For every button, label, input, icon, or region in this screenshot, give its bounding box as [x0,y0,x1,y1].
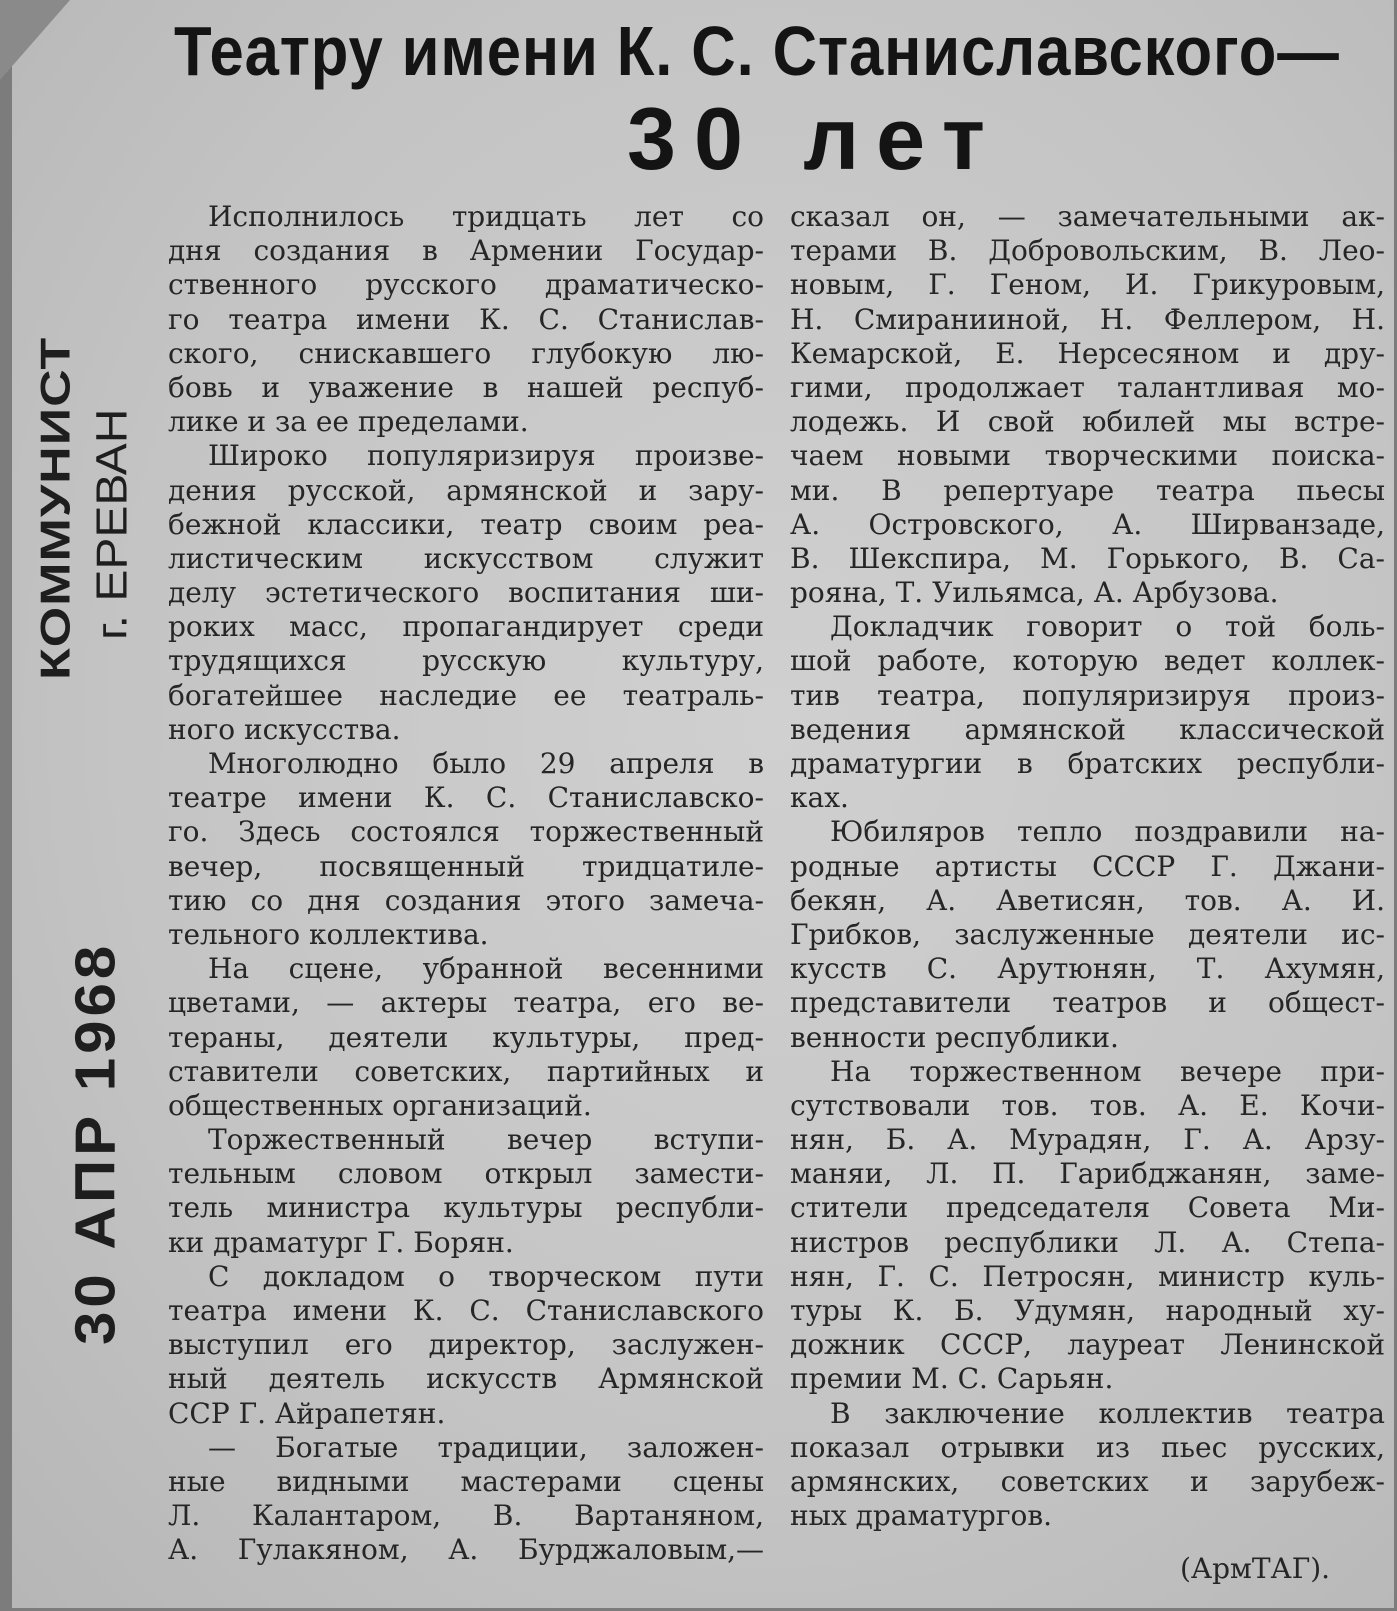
article-line: Многолюдно было 29 апреля в [208,747,764,780]
article-line: листическим искусством служит [168,541,764,575]
article-line: го театра имени К. С. Станислав- [168,302,764,336]
article-line: туры К. Б. Удумян, народный ху- [790,1294,1385,1327]
article-line: Торжественный вечер вступи- [208,1123,764,1157]
article-line: представители театров и общест- [790,986,1385,1020]
article-line: Грибков, заслуженные деятели ис- [790,917,1385,951]
article-line: ССР Г. Айрапетян. [168,1396,446,1430]
article-line: армянских, советских и зарубеж- [790,1464,1385,1498]
article-line: ставители советских, партийных и [168,1054,764,1088]
article-line: гими, продолжает талантливая мо- [790,370,1385,404]
article-line: тельным словом открыл замести- [168,1157,764,1191]
article-line: показал отрывки из пьес русских, [790,1430,1385,1464]
article-line: Кемарской, Е. Нерсесяном и дру- [790,336,1385,370]
article-line: стители председателя Совета Ми- [790,1191,1385,1225]
article-line: тель министра культуры республи- [168,1191,764,1225]
article-line: ные видными мастерами сцены [168,1464,764,1498]
article-line: А. Островского, А. Ширванзаде, [790,507,1385,541]
article-line: ках. [790,781,849,815]
article-line: театре имени К. С. Станиславско- [168,781,764,815]
article-line: бекян, А. Аветисян, тов. А. И. [790,883,1385,917]
article-line: роких масс, пропагандирует среди [168,610,764,644]
article-right-column [790,200,1385,1533]
article-line: вечер, посвященный тридцатиле- [168,849,764,883]
article-line: В заключение коллектив театра [830,1396,1385,1430]
headline-line-2: 30 лет [627,89,1003,188]
article-line: На торжественном вечере при- [830,1054,1385,1088]
article-line: нян, Б. А. Мурадян, Г. А. Арзу- [790,1123,1385,1157]
article-line: А. Гулакяном, А. Бурджаловым,— [168,1533,764,1567]
article-line: премии М. С. Сарьян. [790,1362,1114,1396]
article-line: На сцене, убранной весенними [208,952,764,986]
article-line: Н. Смиранииной, Н. Феллером, Н. [790,302,1385,336]
article-line: В. Шекспира, М. Горького, В. Са- [790,541,1385,575]
article-line: тию со дня создания этого замеча- [168,883,764,917]
article-line: ки драматург Г. Борян. [168,1225,514,1259]
headline [170,6,1380,188]
article-line: кусств С. Арутюнян, Т. Ахумян, [790,952,1385,986]
article-line: нистров республики Л. А. Степа- [790,1225,1385,1259]
article-line: делу эстетического воспитания ши- [168,576,764,610]
article-line: новым, Г. Геном, И. Грикуровым, [790,268,1385,302]
article-line: тив театра, популяризируя произ- [790,678,1385,712]
article-line: венности республики. [790,1020,1119,1054]
article-line: Исполнилось тридцать лет со [208,200,764,233]
article-line: цветами, — актеры театра, его ве- [168,986,764,1020]
article-line: лодежь. И свой юбилей мы встре- [790,405,1385,439]
article-line: ского, снискавшего глубокую лю- [168,336,764,370]
article-line: дня создания в Армении Государ- [168,234,764,268]
article-line: лике и за ее пределами. [168,405,529,439]
article-line: сутствовали тов. тов. А. Е. Кочи- [790,1088,1385,1122]
article-line: ных драматургов. [790,1499,1053,1533]
article-line: родные артисты СССР Г. Джани- [790,849,1385,883]
article-line: общественных организаций. [168,1088,592,1122]
article-line: дожник СССР, лауреат Ленинской [790,1328,1385,1362]
headline-line-1: Театру имени К. С. Станиславского— [174,12,1340,90]
article-line: маняи, Л. П. Гарибджанян, заме- [790,1157,1385,1191]
article-line: Юбиляров тепло поздравили на- [830,815,1385,849]
article-line: тельного коллектива. [168,917,489,951]
article-line: — Богатые традиции, заложен- [208,1430,764,1464]
article-line: С докладом о творческом пути [208,1259,764,1293]
article-line: терами В. Добровольским, В. Лео- [790,234,1385,268]
article-line: го. Здесь состоялся торжественный [168,815,764,849]
article-line: ми. В репертуаре театра пьесы [790,473,1385,507]
article-line: дения русской, армянской и зару- [168,473,764,507]
article-line: нян, Г. С. Петросян, министр куль- [790,1259,1385,1293]
article-line: сказал он, — замечательными ак- [790,200,1385,233]
article-line: шой работе, которую ведет коллек- [790,644,1385,678]
article-line: рояна, Т. Уильямса, А. Арбузова. [790,576,1279,610]
article-line: Докладчик говорит о той боль- [830,610,1385,644]
news-agency-credit: (АрмТАГ). [1180,1552,1331,1585]
city-stamp: г. ЕРЕВАН [88,408,137,640]
article-line: богатейшее наследие ее театраль- [168,678,764,712]
article-line: бежной классики, театр своим реа- [168,507,764,541]
article-line: театра имени К. С. Станиславского [168,1294,764,1327]
newspaper-name-stamp: КОММУНИСТ [32,336,80,680]
article-line: ведения армянской классической [790,712,1385,746]
article-line: Л. Калантаром, В. Вартаняном, [168,1499,764,1533]
article-line: выступил его директор, заслужен- [168,1328,764,1362]
article-line: ного искусства. [168,712,401,746]
date-stamp: 30 АПР 1968 [62,941,127,1345]
article-line: бовь и уважение в нашей респуб- [168,370,764,404]
article-line: ный деятель искусств Армянской [168,1362,764,1396]
article-line: ственного русского драматическо- [168,268,764,302]
article-line: Широко популяризируя произве- [208,439,764,473]
article-line: чаем новыми творческими поиска- [790,439,1385,473]
article-left-column [168,200,764,1568]
article-line: трудящихся русскую культуру, [168,644,764,678]
article-line: тераны, деятели культуры, пред- [168,1020,764,1054]
article-line: драматургии в братских республи- [790,747,1385,780]
